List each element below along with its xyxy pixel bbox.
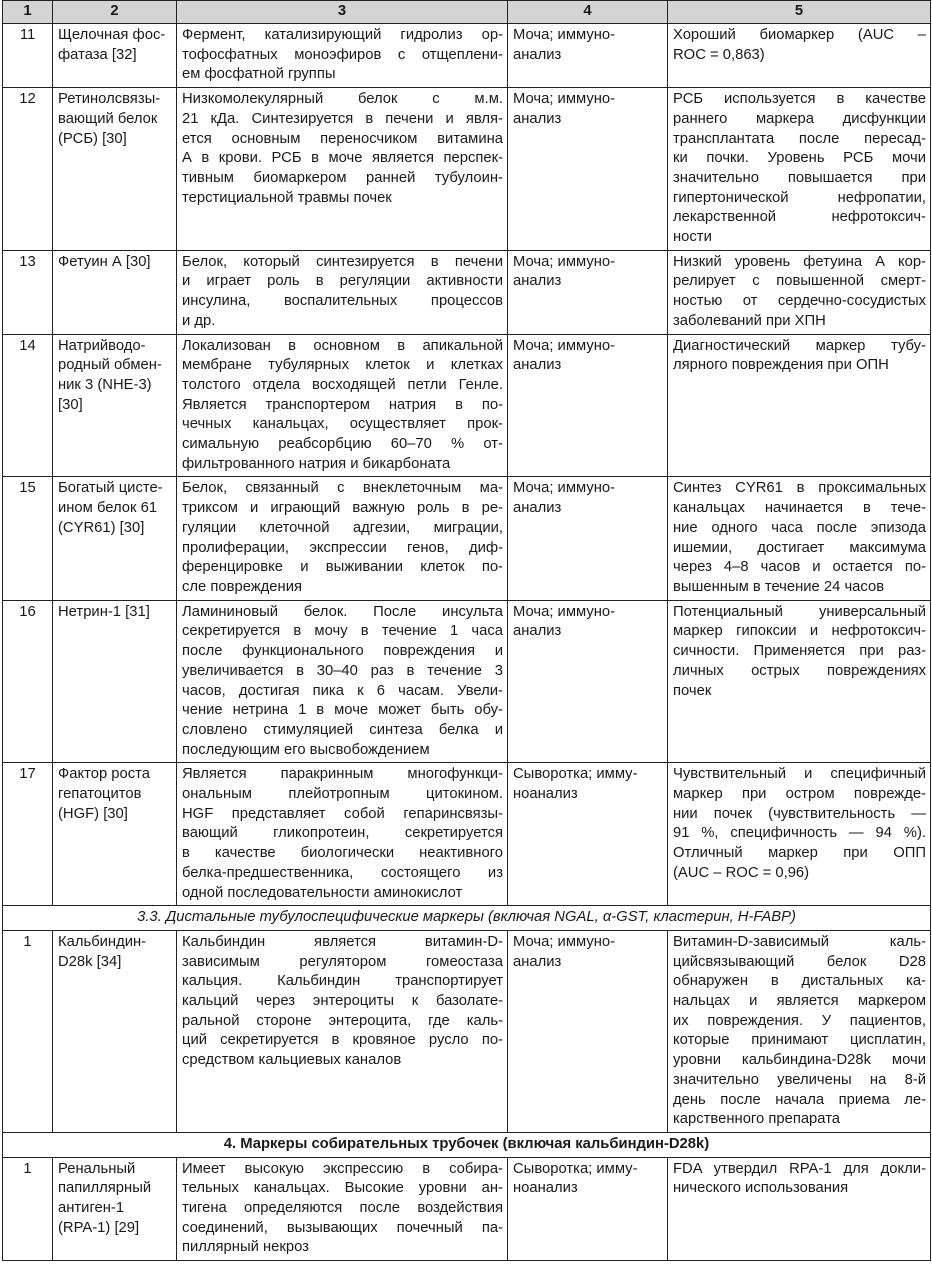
text-line: ностью от сердечно-сосудистых: [673, 293, 926, 310]
sample-method: [508, 88, 668, 251]
text-line: Сыворотка; имму-: [513, 1160, 638, 1177]
row-number: 13: [3, 250, 53, 334]
text-line: ральной стороне энтероцита, где каль-: [182, 1012, 503, 1029]
header-col-3: 3: [177, 1, 508, 24]
text-line: Диагностический маркер тубу-: [673, 337, 926, 354]
text-line: ций секретируется в кровяное русло по-: [182, 1032, 503, 1049]
text-line: антиген-1: [58, 1200, 125, 1217]
marker-description: [177, 477, 508, 600]
text-line: средством кальциевых каналов: [182, 1052, 402, 1069]
marker-description: [177, 763, 508, 906]
text-line: Кальбиндин-: [58, 933, 147, 950]
section-header-row: [3, 906, 931, 931]
text-line: анализ: [513, 500, 562, 517]
text-line: Отличный маркер при ОПП: [673, 845, 926, 862]
text-line: Моча; иммуно-: [513, 933, 616, 950]
text-line: которые принимают цисплатин,: [673, 1032, 926, 1049]
text-line: гуляции клеточной адгезии, миграции,: [182, 519, 503, 536]
marker-note: [668, 88, 931, 251]
text-line: ином белок 61: [58, 500, 158, 517]
text-line: их повреждения. У пациентов,: [673, 1012, 926, 1029]
marker-note: [668, 477, 931, 600]
text-line: сичности. Применяется при раз-: [673, 643, 926, 660]
text-line: анализ: [513, 357, 562, 374]
text-line: Кальбиндин является витамин-D-: [182, 933, 503, 950]
marker-note: [668, 1157, 931, 1261]
text-line: Чувствительный и специфичный: [673, 766, 926, 783]
text-line: увеличивается в 30–40 раз в течение 3: [182, 662, 503, 679]
text-line: ник 3 (NHE-3): [58, 376, 152, 393]
text-line: тигена определяются после воздействия: [182, 1200, 503, 1217]
text-line: раннего маркера дисфункции: [673, 110, 926, 127]
header-row: [3, 1, 931, 24]
text-line: тивным биомаркером ранней тубулоин-: [182, 169, 503, 186]
text-line: родный обмен-: [58, 357, 162, 374]
row-number: 15: [3, 477, 53, 600]
text-line: одной последовательности аминокислот: [182, 884, 463, 901]
text-line: [30]: [58, 396, 83, 413]
text-line: чечных канальцах, осуществляет прок-: [182, 416, 503, 433]
text-line: 21 кДа. Синтезируется в печени и явля-: [182, 110, 503, 127]
header-col-1: 1: [3, 1, 53, 24]
row-number: 11: [3, 24, 53, 88]
row-number: 14: [3, 334, 53, 477]
text-line: Ламининовый белок. После инсульта: [182, 603, 503, 620]
marker-description: [177, 600, 508, 763]
text-line: после функционального повреждения и: [182, 643, 503, 660]
text-line: Моча; иммуно-: [513, 480, 616, 497]
text-line: HGF представляет собой гепаринсвязы-: [182, 805, 503, 822]
text-line: и др.: [182, 312, 216, 329]
marker-name: [53, 477, 177, 600]
text-line: карственного препарата: [673, 1111, 841, 1128]
text-line: в качестве биологически неактивного: [182, 845, 503, 862]
text-line: фатаза [32]: [58, 46, 137, 63]
text-line: Моча; иммуно-: [513, 603, 616, 620]
text-line: заболеваний при ХПН: [673, 312, 826, 329]
row-number: 1: [3, 1157, 53, 1261]
table-row: [3, 763, 931, 906]
marker-name: [53, 334, 177, 477]
text-line: Имеет высокую экспрессию в собира-: [182, 1160, 503, 1177]
text-line: Нетрин-1 [31]: [58, 603, 150, 620]
section-title: 3.3. Дистальные тубулоспецифические маркеры (включая NGAL, α-GST, кластерин, H-FABP): [3, 906, 931, 931]
text-line: ональным плейотропным цитокином.: [182, 786, 503, 803]
text-line: релирует с повышенной смерт-: [673, 273, 926, 290]
text-line: личных острых повреждениях: [673, 662, 926, 679]
text-line: Фактор роста: [58, 766, 150, 783]
text-line: Щелочная фос-: [58, 27, 166, 43]
text-line: гипертонической нефропатии,: [673, 189, 926, 206]
table-row: [3, 1157, 931, 1261]
text-line: фильтрованного натрия и бикарбоната: [182, 455, 451, 472]
marker-note: [668, 600, 931, 763]
sample-method: [508, 477, 668, 600]
text-line: маркер гипоксии и нефротоксич-: [673, 623, 926, 640]
text-line: папиллярный: [58, 1180, 152, 1197]
text-line: анализ: [513, 953, 562, 970]
text-line: ишемии, достигает максимума: [673, 539, 926, 556]
sample-method: [508, 930, 668, 1132]
text-line: ноанализ: [513, 1180, 578, 1197]
text-line: инсулина, воспалительных процессов: [182, 293, 503, 310]
text-line: ности: [673, 229, 712, 246]
text-line: терстициальной травмы почек: [182, 189, 392, 206]
row-number: 12: [3, 88, 53, 251]
section-header-row: [3, 1132, 931, 1157]
text-line: часов, достигая пика к 6 часам. Увели-: [182, 682, 503, 699]
text-line: чение нетрина 1 в моче может быть обу-: [182, 702, 503, 719]
text-line: Синтез CYR61 в проксимальных: [673, 480, 926, 497]
text-line: Потенциальный универсальный: [673, 603, 926, 620]
text-line: лекарственной нефротоксич-: [673, 209, 926, 226]
text-line: толстого отдела восходящей петли Генле.: [182, 376, 503, 393]
marker-note: [668, 334, 931, 477]
text-line: нальцах и является маркером: [673, 993, 926, 1010]
text-line: Белок, связанный с внеклеточным ма-: [182, 480, 503, 497]
table-row: [3, 600, 931, 763]
text-line: уровни кальбиндина-D28k мочи: [673, 1052, 926, 1069]
text-line: (RPA-1) [29]: [58, 1219, 140, 1236]
text-line: день после начала приема ле-: [673, 1091, 926, 1108]
table-row: [3, 88, 931, 251]
text-line: (AUC – ROC = 0,96): [673, 864, 810, 881]
text-line: канальцах начинается в тече-: [673, 500, 926, 517]
text-line: и играет роль в регуляции активности: [182, 273, 503, 290]
text-line: Фермент, катализирующий гидролиз ор-: [182, 27, 503, 43]
text-line: FDA утвердил RPA-1 для докли-: [673, 1160, 926, 1177]
marker-name: [53, 250, 177, 334]
marker-description: [177, 88, 508, 251]
text-line: вающий гликопротеин, секретируется: [182, 825, 503, 842]
marker-name: [53, 24, 177, 88]
text-line: Является паракринным многофункци-: [182, 766, 503, 783]
sample-method: [508, 24, 668, 88]
text-line: Является транспортером натрия в по-: [182, 396, 503, 413]
text-line: значительно повышается при: [673, 169, 926, 186]
text-line: Натрийводо-: [58, 337, 146, 354]
text-line: анализ: [513, 623, 562, 640]
text-line: Витамин-D-зависимый каль-: [673, 933, 926, 950]
marker-name: [53, 600, 177, 763]
table-row: [3, 930, 931, 1132]
text-line: D28k [34]: [58, 953, 122, 970]
text-line: нического использования: [673, 1180, 849, 1197]
row-number: 17: [3, 763, 53, 906]
text-line: Низкий уровень фетуина А кор-: [673, 253, 926, 270]
sample-method: [508, 600, 668, 763]
text-line: Фетуин А [30]: [58, 253, 151, 270]
text-line: словлено стимуляцией синтеза белка и: [182, 721, 503, 738]
text-line: Низкомолекулярный белок с м.м.: [182, 91, 503, 108]
text-line: ференцировке и выживании клеток по-: [182, 559, 503, 576]
sample-method: [508, 250, 668, 334]
text-line: тельных канальцах. Высокие уровни ан-: [182, 1180, 503, 1197]
sample-method: [508, 334, 668, 477]
text-line: 91 %, специфичность — 94 %).: [673, 825, 926, 842]
text-line: А в крови. РСБ в моче является перспек-: [182, 150, 503, 167]
text-line: триксом и играющий важную роль в ре-: [182, 500, 503, 517]
text-line: вающий белок: [58, 110, 158, 127]
text-line: Сыворотка; имму-: [513, 766, 638, 783]
text-line: кальций через энтероциты к базолате-: [182, 993, 503, 1010]
table-row: [3, 334, 931, 477]
text-line: (РСБ) [30]: [58, 130, 127, 147]
text-line: белка-предшественника, состоящего из: [182, 864, 503, 881]
sample-method: [508, 763, 668, 906]
text-line: Моча; иммуно-: [513, 337, 616, 354]
table-row: [3, 24, 931, 88]
text-line: тофосфатных моноэфиров с отщеплени-: [182, 46, 503, 63]
text-line: анализ: [513, 110, 562, 127]
text-line: пролиферации, экспрессии генов, диф-: [182, 539, 503, 556]
text-line: вышенным в течение 24 часов: [673, 578, 885, 595]
table-row: [3, 477, 931, 600]
text-line: Богатый цисте-: [58, 480, 163, 497]
text-line: Моча; иммуно-: [513, 91, 616, 108]
marker-name: [53, 763, 177, 906]
text-line: значительно увеличены на 8-й: [673, 1071, 926, 1088]
text-line: ние одного часа после эпизода: [673, 519, 926, 536]
text-line: сле повреждения: [182, 578, 302, 595]
sample-method: [508, 1157, 668, 1261]
marker-description: [177, 930, 508, 1132]
text-line: Моча; иммуно-: [513, 27, 616, 43]
text-line: мембране тубулярных клеток и клетках: [182, 357, 503, 374]
text-line: Хороший биомаркер (AUC –: [673, 27, 926, 43]
header-col-4: 4: [508, 1, 668, 24]
marker-description: [177, 24, 508, 88]
marker-name: [53, 930, 177, 1132]
text-line: Белок, который синтезируется в печени: [182, 253, 503, 270]
text-line: пиллярный некроз: [182, 1239, 309, 1256]
text-line: лярного повреждения при ОПН: [673, 357, 889, 374]
text-line: анализ: [513, 273, 562, 290]
marker-description: [177, 334, 508, 477]
text-line: соединений, вызывающих почечный па-: [182, 1219, 503, 1236]
text-line: обнаружен в дистальных ка-: [673, 973, 926, 990]
marker-description: [177, 1157, 508, 1261]
text-line: ROC = 0,863): [673, 46, 765, 63]
biomarker-table: [2, 0, 931, 1261]
header-col-2: 2: [53, 1, 177, 24]
table-row: [3, 250, 931, 334]
text-line: ется основным переносчиком витамина: [182, 130, 503, 147]
text-line: цийсвязывающий белок D28: [673, 953, 926, 970]
text-line: симальную реабсорбцию 60–70 % от-: [182, 436, 503, 453]
text-line: последующим его высвобождением: [182, 741, 430, 758]
text-line: секретируется в мочу в течение 1 часа: [182, 623, 503, 640]
text-line: ки почки. Уровень РСБ мочи: [673, 150, 926, 167]
text-line: Ренальный: [58, 1160, 136, 1177]
header-col-5: 5: [668, 1, 931, 24]
text-line: РСБ используется в качестве: [673, 91, 926, 108]
text-line: через 4–8 часов и остается по-: [673, 559, 926, 576]
marker-name: [53, 88, 177, 251]
text-line: нии почек (чувствительность —: [673, 805, 926, 822]
section-title: 4. Маркеры собирательных трубочек (включая кальбиндин-D28k): [3, 1132, 931, 1157]
marker-note: [668, 24, 931, 88]
text-line: анализ: [513, 46, 562, 63]
text-line: ем фосфатной группы: [182, 66, 336, 83]
text-line: (CYR61) [30]: [58, 519, 145, 536]
text-line: кальция. Кальбиндин транспортирует: [182, 973, 503, 990]
text-line: (HGF) [30]: [58, 805, 128, 822]
text-line: Ретинолсвязы-: [58, 91, 161, 108]
text-line: Моча; иммуно-: [513, 253, 616, 270]
text-line: трансплантата после пересад-: [673, 130, 926, 147]
marker-note: [668, 930, 931, 1132]
marker-note: [668, 763, 931, 906]
row-number: 1: [3, 930, 53, 1132]
text-line: Локализован в основном в апикальной: [182, 337, 503, 354]
marker-name: [53, 1157, 177, 1261]
text-line: гепатоцитов: [58, 786, 142, 803]
text-line: ноанализ: [513, 786, 578, 803]
text-line: зависимым регулятором гомеостаза: [182, 953, 503, 970]
marker-note: [668, 250, 931, 334]
row-number: 16: [3, 600, 53, 763]
marker-description: [177, 250, 508, 334]
text-line: маркер при остром поврежде-: [673, 786, 926, 803]
text-line: почек: [673, 682, 712, 699]
